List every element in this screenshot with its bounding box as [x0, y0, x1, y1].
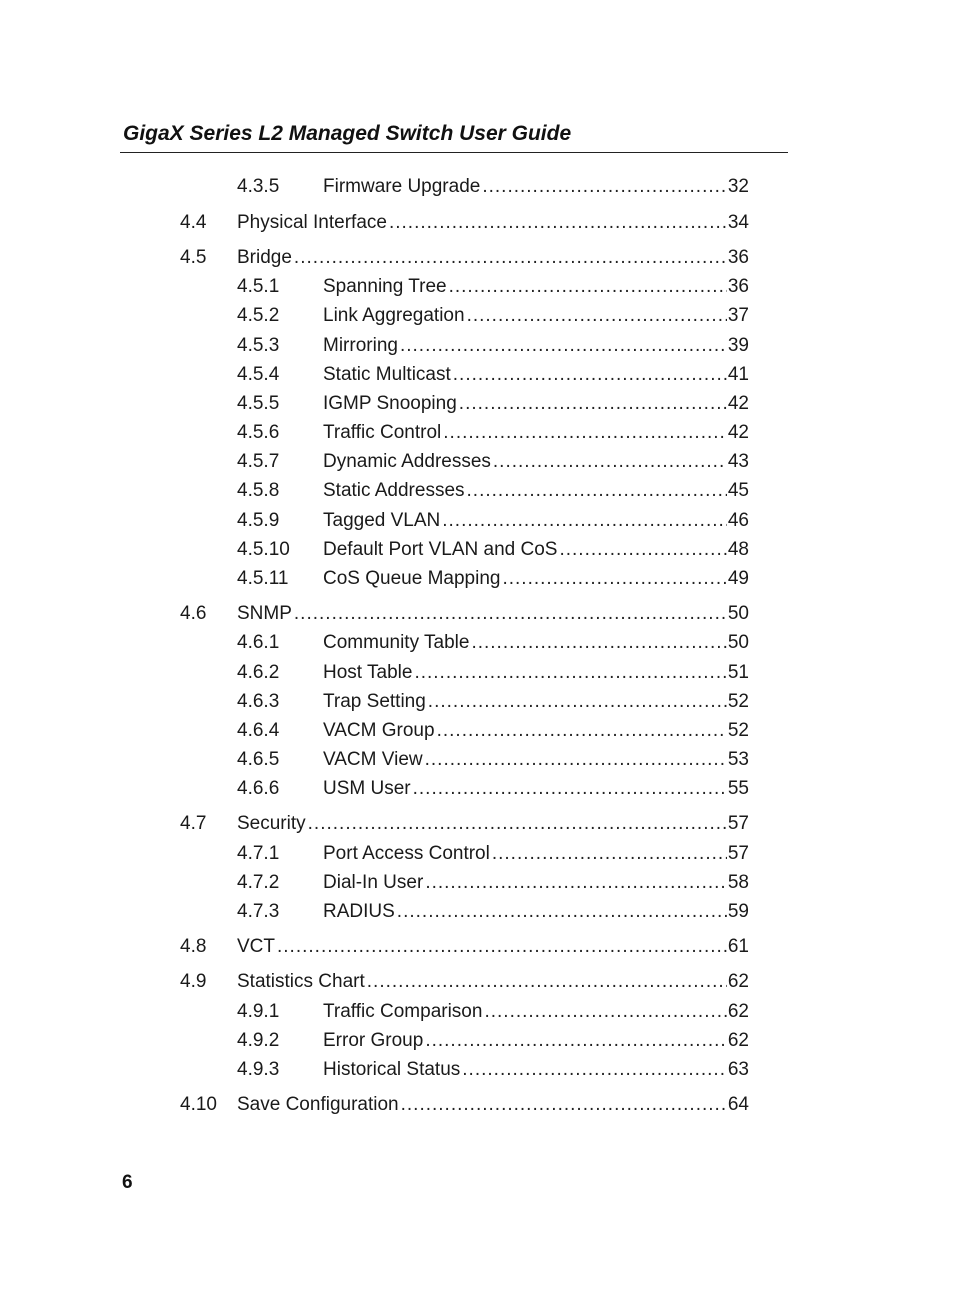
toc-entry-line — [323, 1058, 749, 1082]
toc-entry[interactable] — [0, 211, 954, 235]
toc-section-number: 4.5.2 — [237, 305, 280, 326]
toc-dot-leader — [277, 935, 727, 959]
toc-page-number: 36 — [727, 276, 749, 297]
toc-dot-leader — [389, 211, 727, 235]
toc-section-number: 4.5.11 — [237, 568, 289, 589]
toc-dot-leader — [459, 392, 727, 416]
toc-entry[interactable] — [0, 509, 954, 533]
toc-section-number: 4.9.1 — [237, 1001, 280, 1022]
toc-dot-leader — [401, 1093, 727, 1117]
toc-page-number: 62 — [727, 1001, 749, 1022]
toc-section-title: USM User — [323, 778, 411, 799]
toc-page-number: 57 — [727, 843, 749, 864]
toc-entry-line — [323, 304, 749, 328]
toc-entry[interactable] — [0, 1029, 954, 1053]
toc-section-number: 4.3.5 — [237, 176, 280, 197]
toc-section-title: IGMP Snooping — [323, 393, 457, 414]
toc-entry-line — [237, 812, 749, 836]
toc-page-number: 39 — [727, 335, 749, 356]
toc-section-title: Historical Status — [323, 1059, 461, 1080]
toc-section-title: VACM Group — [323, 720, 435, 741]
toc-section-title: Dynamic Addresses — [323, 451, 491, 472]
toc-dot-leader — [294, 602, 727, 626]
toc-section-number: 4.7.3 — [237, 901, 280, 922]
toc-entry[interactable] — [0, 812, 954, 836]
toc-page-number: 52 — [727, 691, 749, 712]
toc-entry-line — [323, 842, 749, 866]
toc-entry[interactable] — [0, 690, 954, 714]
toc-section-number: 4.4 — [180, 212, 207, 233]
toc-section-number: 4.9.3 — [237, 1059, 280, 1080]
toc-page-number: 53 — [727, 749, 749, 770]
toc-entry[interactable] — [0, 1058, 954, 1082]
toc-section-number: 4.6.2 — [237, 662, 280, 683]
toc-page-number: 62 — [727, 1030, 749, 1051]
toc-page-number: 46 — [727, 510, 749, 531]
toc-entry-line — [237, 970, 749, 994]
toc-page-number: 61 — [727, 936, 749, 957]
toc-entry[interactable] — [0, 450, 954, 474]
toc-section-number: 4.8 — [180, 936, 207, 957]
toc-page-number: 58 — [727, 872, 749, 893]
toc-entry-line — [323, 334, 749, 358]
toc-section-number: 4.5.8 — [237, 480, 280, 501]
toc-section-title: Statistics Chart — [237, 971, 365, 992]
toc-page-number: 43 — [727, 451, 749, 472]
toc-entry-line — [323, 538, 749, 562]
toc-entry[interactable] — [0, 1000, 954, 1024]
header-title: GigaX Series L2 Managed Switch User Guide — [123, 122, 572, 145]
toc-page-number: 55 — [727, 778, 749, 799]
toc-section-title: Trap Setting — [323, 691, 426, 712]
toc-page-number: 42 — [727, 393, 749, 414]
toc-dot-leader — [425, 871, 727, 895]
toc-page-number: 41 — [727, 364, 749, 385]
toc-entry[interactable] — [0, 1093, 954, 1117]
toc-entry[interactable] — [0, 748, 954, 772]
toc-entry[interactable] — [0, 631, 954, 655]
toc-section-title: Community Table — [323, 632, 470, 653]
toc-entry-line — [323, 661, 749, 685]
toc-page-number: 45 — [727, 480, 749, 501]
toc-page-number: 42 — [727, 422, 749, 443]
toc-entry-line — [323, 1000, 749, 1024]
toc-entry[interactable] — [0, 871, 954, 895]
toc-section-title: VCT — [237, 936, 275, 957]
toc-section-number: 4.5.7 — [237, 451, 280, 472]
toc-entry[interactable] — [0, 935, 954, 959]
toc-section-title: Save Configuration — [237, 1094, 399, 1115]
toc-page-number: 64 — [727, 1094, 749, 1115]
toc-entry-line — [323, 690, 749, 714]
toc-entry-line — [323, 1029, 749, 1053]
toc-section-title: Static Addresses — [323, 480, 465, 501]
toc-entry-line — [237, 1093, 749, 1117]
toc-page-number: 36 — [727, 247, 749, 268]
toc-section-number: 4.7.2 — [237, 872, 280, 893]
toc-entry[interactable] — [0, 602, 954, 626]
toc-dot-leader — [428, 690, 727, 714]
toc-section-number: 4.7.1 — [237, 843, 280, 864]
toc-section-title: Static Multicast — [323, 364, 451, 385]
toc-section-title: Security — [237, 813, 306, 834]
toc-page-number: 57 — [727, 813, 749, 834]
toc-dot-leader — [559, 538, 726, 562]
toc-section-number: 4.6 — [180, 603, 207, 624]
toc-entry[interactable] — [0, 777, 954, 801]
toc-entry-line — [237, 246, 749, 270]
toc-entry-line — [323, 567, 749, 591]
toc-dot-leader — [484, 1000, 726, 1024]
toc-dot-leader — [493, 450, 727, 474]
toc-section-title: Tagged VLAN — [323, 510, 441, 531]
toc-entry-line — [323, 275, 749, 299]
toc-section-title: Default Port VLAN and CoS — [323, 539, 558, 560]
toc-dot-leader — [414, 661, 726, 685]
toc-dot-leader — [453, 363, 727, 387]
toc-entry[interactable] — [0, 719, 954, 743]
toc-entry[interactable] — [0, 970, 954, 994]
toc-dot-leader — [462, 1058, 727, 1082]
toc-entry[interactable] — [0, 304, 954, 328]
toc-section-title: Dial-In User — [323, 872, 424, 893]
toc-entry-line — [323, 509, 749, 533]
toc-section-number: 4.6.3 — [237, 691, 280, 712]
toc-section-number: 4.5.10 — [237, 539, 290, 560]
toc-page-number: 59 — [727, 901, 749, 922]
toc-page-number: 63 — [727, 1059, 749, 1080]
toc-entry-line — [323, 719, 749, 743]
toc-dot-leader — [367, 970, 727, 994]
toc-dot-leader — [502, 567, 726, 591]
toc-entry-line — [237, 935, 749, 959]
toc-entry-line — [323, 871, 749, 895]
toc-section-title: Port Access Control — [323, 843, 490, 864]
toc-dot-leader — [397, 900, 727, 924]
toc-page-number: 51 — [727, 662, 749, 683]
toc-page-number: 50 — [727, 603, 749, 624]
toc-dot-leader — [437, 719, 727, 743]
toc-dot-leader — [492, 842, 727, 866]
toc-entry-line — [323, 777, 749, 801]
toc-entry[interactable] — [0, 842, 954, 866]
toc-page-number: 48 — [727, 539, 749, 560]
toc-dot-leader — [413, 777, 727, 801]
toc-section-number: 4.6.5 — [237, 749, 280, 770]
toc-section-number: 4.9 — [180, 971, 207, 992]
page-number: 6 — [122, 1172, 133, 1193]
toc-page-number: 62 — [727, 971, 749, 992]
toc-dot-leader — [294, 246, 727, 270]
toc-section-title: Host Table — [323, 662, 413, 683]
toc-dot-leader — [425, 1029, 727, 1053]
toc-entry-line — [237, 211, 749, 235]
toc-section-title: Traffic Comparison — [323, 1001, 483, 1022]
toc-entry[interactable] — [0, 421, 954, 445]
toc-section-title: RADIUS — [323, 901, 395, 922]
toc-section-number: 4.5.6 — [237, 422, 280, 443]
toc-entry-line — [323, 748, 749, 772]
toc-entry[interactable] — [0, 275, 954, 299]
toc-entry[interactable] — [0, 363, 954, 387]
toc-entry[interactable] — [0, 900, 954, 924]
toc-dot-leader — [425, 748, 727, 772]
toc-entry[interactable] — [0, 175, 954, 199]
toc-entry-line — [323, 479, 749, 503]
toc-section-title: SNMP — [237, 603, 292, 624]
toc-section-number: 4.5.9 — [237, 510, 280, 531]
toc-entry-line — [323, 631, 749, 655]
toc-dot-leader — [442, 509, 727, 533]
toc-dot-leader — [471, 631, 726, 655]
toc-entry-line — [323, 421, 749, 445]
toc-section-title: Bridge — [237, 247, 292, 268]
toc-dot-leader — [467, 479, 727, 503]
toc-page-number: 37 — [727, 305, 749, 326]
toc-section-number: 4.6.4 — [237, 720, 280, 741]
toc-section-title: Firmware Upgrade — [323, 176, 481, 197]
toc-section-title: Physical Interface — [237, 212, 387, 233]
toc-dot-leader — [443, 421, 727, 445]
toc-section-number: 4.6.6 — [237, 778, 280, 799]
toc-dot-leader — [449, 275, 727, 299]
toc-dot-leader — [482, 175, 727, 199]
toc-page-number: 49 — [727, 568, 749, 589]
toc-section-number: 4.5.1 — [237, 276, 280, 297]
toc-section-number: 4.5.5 — [237, 393, 280, 414]
toc-dot-leader — [308, 812, 727, 836]
toc-section-title: Link Aggregation — [323, 305, 465, 326]
toc-entry-line — [237, 602, 749, 626]
toc-section-title: Traffic Control — [323, 422, 442, 443]
toc-dot-leader — [400, 334, 727, 358]
toc-page-number: 50 — [727, 632, 749, 653]
toc-entry[interactable] — [0, 567, 954, 591]
toc-page-number: 52 — [727, 720, 749, 741]
toc-section-number: 4.9.2 — [237, 1030, 280, 1051]
toc-entry-line — [323, 392, 749, 416]
toc-entry[interactable] — [0, 479, 954, 503]
toc-section-number: 4.5.4 — [237, 364, 280, 385]
toc-entry[interactable] — [0, 392, 954, 416]
toc-section-title: CoS Queue Mapping — [323, 568, 501, 589]
toc-entry[interactable] — [0, 334, 954, 358]
toc-entry-line — [323, 363, 749, 387]
toc-section-title: VACM View — [323, 749, 423, 770]
toc-page-number: 34 — [727, 212, 749, 233]
toc-section-number: 4.5 — [180, 247, 207, 268]
toc-entry-line — [323, 450, 749, 474]
toc-entry-line — [323, 900, 749, 924]
toc-entry[interactable] — [0, 246, 954, 270]
toc-section-number: 4.10 — [180, 1094, 217, 1115]
toc-section-number: 4.6.1 — [237, 632, 280, 653]
toc-section-title: Error Group — [323, 1030, 424, 1051]
toc-dot-leader — [467, 304, 727, 328]
toc-entry[interactable] — [0, 538, 954, 562]
toc-entry-line — [323, 175, 749, 199]
toc-section-title: Spanning Tree — [323, 276, 447, 297]
toc-section-number: 4.7 — [180, 813, 207, 834]
toc-section-number: 4.5.3 — [237, 335, 280, 356]
toc-section-title: Mirroring — [323, 335, 398, 356]
toc-page-number: 32 — [727, 176, 749, 197]
toc-entry[interactable] — [0, 661, 954, 685]
